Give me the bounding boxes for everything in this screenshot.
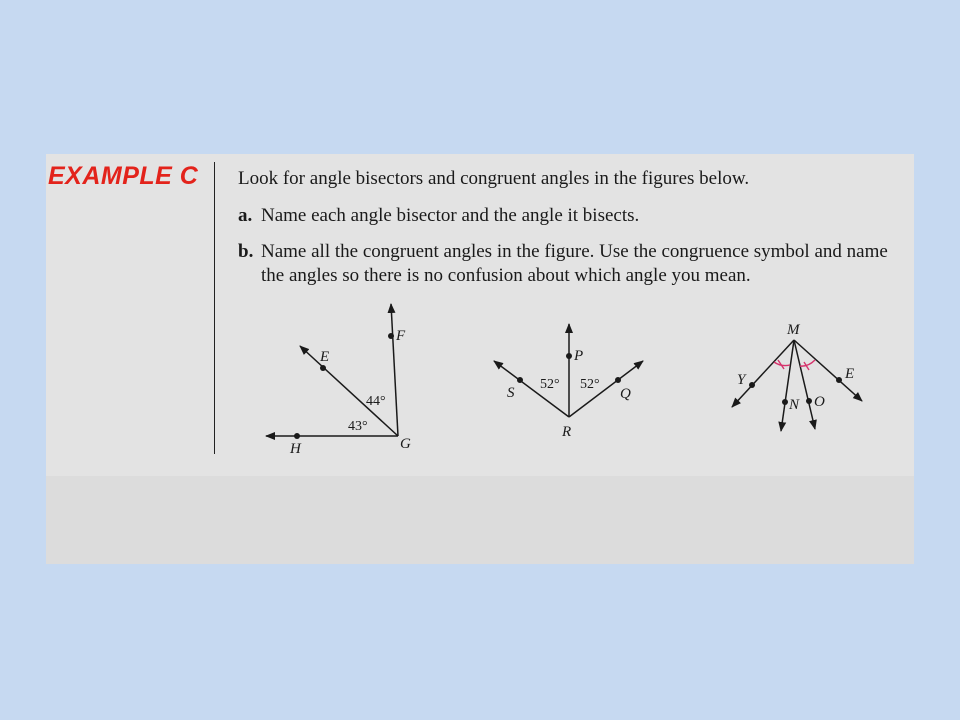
point-y-dot [749,382,755,388]
point-s-dot [517,377,523,383]
ray-mn [781,340,794,431]
point-p-label: P [574,348,584,364]
point-r-label: R [562,424,572,440]
question-b-letter: b. [238,241,254,262]
point-n-label: N [789,397,800,413]
point-f-dot [388,333,394,339]
ray-gf [391,304,398,436]
vertical-divider [214,162,215,454]
angle-srp-label: 52° [540,377,560,392]
point-h-label: H [290,441,301,457]
point-m-label: M [787,322,800,338]
question-a-text: Name each angle bisector and the angle it bisects. [261,205,640,226]
point-p-dot [566,353,572,359]
point-n-dot [782,399,788,405]
example-panel [46,154,914,564]
question-a-letter: a. [238,205,253,226]
point-o-label: O [814,394,825,410]
angle-prq-label: 52° [580,377,600,392]
point-o-dot [806,398,812,404]
figure-1-angle-bisector-g [260,302,430,462]
ray-mo [794,340,815,429]
panel-lower-band [46,476,914,564]
example-heading: EXAMPLE C [48,162,199,190]
point-e3-label: E [845,366,855,382]
point-y-label: Y [737,372,746,388]
point-s-label: S [507,385,515,401]
angle-44-label: 44° [366,394,386,409]
example-intro: Look for angle bisectors and congruent angles in the figures below. [238,168,750,189]
question-a [238,204,639,228]
point-g-label: G [400,436,411,452]
point-h-dot [294,433,300,439]
figure-2-angle-bisector-r [486,318,656,444]
point-e-label: E [320,349,330,365]
point-e3-dot [836,377,842,383]
point-f-label: F [396,328,406,344]
question-b [238,240,914,288]
angle-43-label: 43° [348,419,368,434]
point-q-dot [615,377,621,383]
point-q-label: Q [620,386,631,402]
point-e-dot [320,365,326,371]
figure-3-congruent-angles-m [716,310,886,440]
question-b-text: Name all the congruent angles in the figure. Use the congruence symbol and name the angles so there is no confusion about which angle you mean. [261,241,888,286]
congruence-arc-right [800,360,815,366]
